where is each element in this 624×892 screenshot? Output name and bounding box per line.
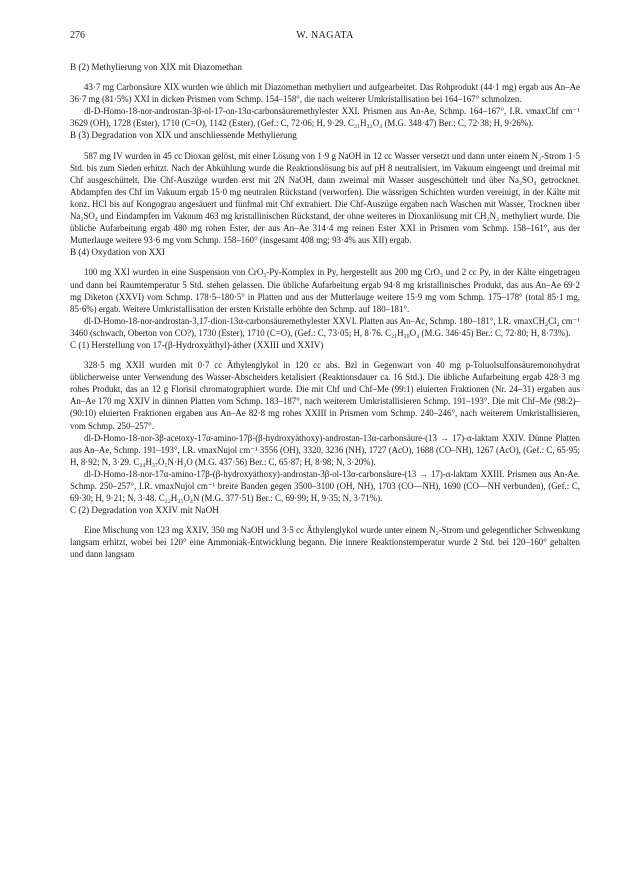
running-title: W. NAGATA: [296, 30, 354, 41]
section-heading: B (3) Degradation von XIX und anschliessende Methylierung: [70, 130, 297, 141]
section-heading: C (2) Degradation von XXIV mit NaOH: [70, 505, 219, 516]
paragraph: 587 mg IV wurden in 45 cc Dioxan gelöst, mit einer Lösung von 1·9 g NaOH in 12 cc Wasser versetzt und dann unter einem N₂-Strom 1·5 Std. bis zum Sieden erhitzt. Nach der Abkühlung wurde die Reaktionslösung bis auf pH 8 neutralisiert, im Vakuum eingeengt und dreimal mit Chf ausgeschüttelt. Die Chf-Auszüge wurden erst mit 2N NaOH, dann zweimal mit Wasser ausgeschüttelt und über Na₂SO₄ getrocknet. Abdampfen des Chf im Vakuum ergab 15·0 mg neutralen Rückstand (verworfen). Die wässrigen Schichten wurden vereinigt, in der Kälte mit konz. HCl bis auf Kongograu angesäuert und fünfmal mit Chf extrahiert. Die Chf-Auszüge ergaben nach Waschen mit Wasser, Trocknen über Na₂SO₄ und Eindampfen im Vakuum 463 mg kristallinischen Rückstand, der ohne weiteres in Dioxanlösung mit CH₂N₂ methyliert wurde. Die übliche Aufarbeitung ergab 480 mg rohen Ester, der aus An–Ae 314·4 mg reinen Ester XXI in Prismen vom Schmp. 158–161°, aus der Mutterlauge weitere 93·6 mg vom Schmp. 158–160° (insgesamt 408 mg; 93·4% aus XII) ergab.: [70, 150, 580, 246]
paper-page: [70, 30, 580, 561]
paragraph: 43·7 mg Carbonsäure XIX wurden wie üblich mit Diazomethan methyliert und aufgearbeitet. Das Rohprodukt (44·1 mg) ergab aus An–Ae 36·7 mg (81·5%) XXI in dicken Prismen vom Schmp. 154–158°, die nach weiterer Umkristallisation bei 164–167° schmolzen.: [70, 82, 580, 105]
paragraph: 100 mg XXI wurden in eine Suspension von CrO₃-Py-Komplex in Py, hergestellt aus 200 mg CrO₃ und 2 cc Py, in der Kälte eingetragen und dann bei Raumtemperatur 5 Std. stehen gelassen. Die übliche Aufarbeitung ergab 94·8 mg kristallinisches Produkt, das aus An–Ae 69·2 mg Diketon (XXVI) vom Schmp. 178·5–180·5° in Platten und aus der Mutterlauge weitere 15·9 mg vom Schmp. 175–178° (total 85·1 mg, 85·6%) ergab. Weitere Umkristallisation der ersten Kristalle erhöhte den Schmp. auf 180–181°.: [70, 267, 580, 314]
section-heading: C (1) Herstellung von 17-(β-Hydroxyäthyl)-äther (XXIII und XXIV): [70, 339, 324, 350]
section-heading: B (2) Methylierung von XIX mit Diazomethan: [70, 62, 242, 72]
section-b2: [70, 61, 580, 129]
paragraph: dl-D-Homo-18-nor-3β-acetoxy-17α-amino-17β-(β-hydroxyäthoxy)-androstan-13α-carbonsäure-(13 → 17)-α-laktam XXIV. Dünne Platten aus An–Ae, Schmp. 191–193°, I.R. νmaxNujol cm⁻¹ 3556 (OH), 3320, 3236 (NH), 1727 (AcO), 1688 (CO–NH), 1267 (AcO), (Gef.: C, 65·95; H, 8·92; N, 3·29. C₂₄H₃₇O₅N·H₂O (M.G. 437·56) Ber.: C, 65·87; H, 8·98; N, 3·20%).: [70, 432, 580, 467]
paragraph: dl-D-Homo-18-nor-androstan-3β-ol-17-on-13α-carbonsäuremethylester XXI. Prismen aus An-Ae, Schmp. 164–167°, I.R. νmaxChf cm⁻¹ 3629 (OH), 1728 (Ester), 1710 (C=O), 1142 (Ester), (Gef.: C, 72·06; H, 9·29. C₂₁H₃₂O₄ (M.G. 348·47) Ber.: C, 72·38; H, 9·26%).: [70, 106, 580, 129]
section-b3: [70, 129, 580, 246]
section-c1: [70, 339, 580, 504]
paragraph: 328·5 mg XXII wurden mit 0·7 cc Äthylenglykol in 120 cc abs. Bzl in Gegenwart von 40 mg p-Toluolsulfonsäuremonohydrat üblicherweise unter Verwendung des Wasser-Abscheiders ketalisiert (Reaktionsdauer ca. 16 Std.). Die übliche Aufarbeitung ergab 428·3 mg rohes Produkt, das an 12 g Florisil chromatographiert wurde. Die mit Chf und Chf–Me (99:1) eluierten Fraktionen (Nr. 24–31) ergaben aus An–Ae 170 mg XXIV in dünnen Platten vom Schmp. 183–187°, nach weiterem Umkristallisieren Schmp. 191–193°. Die mit Chf–Me (98:2)–(90:10) eluierten Fraktionen ergaben aus An–Ae 82·8 mg rohes XXIII in Prismen vom Schmp. 240–246°, nach weiterem Umkristallisieren, vom Schmp. 250–257°.: [70, 360, 580, 431]
section-c2: [70, 504, 580, 560]
paragraph: Eine Mischung von 123 mg XXIV, 350 mg NaOH und 3·5 cc Äthylenglykol wurde unter einem N₂-Strom und gelegentlicher Schwenkung langsam erhitzt, wobei bei 120° eine Ammoniak-Entwicklung begann. Die innere Reaktionstemperatur wurde 2 Std. bei 120–160° gehalten und dann langsam: [70, 525, 580, 560]
section-b4: [70, 246, 580, 339]
page-header: [70, 30, 580, 44]
paragraph: dl-D-Homo-18-nor-17α-amino-17β-(β-hydroxyäthoxy)-androstan-3β-ol-13α-carbonsäure-(13 → 17)-α-laktam XXIII. Prismen aus An-Ae. Schmp. 250–257°, I.R. νmaxNujol cm⁻¹ breite Banden gegen 3500–3100 (OH, NH), 1703 (CO—NH), 1690 (CO—NH verbunden), (Gef.: C, 69·30; H, 9·21; N, 3·48. C₂₂H₃₅O₄N (M.G. 377·51) Ber.: C, 69·99; H, 9·35; N, 3·71%).: [70, 468, 580, 504]
section-heading: B (4) Oxydation von XXI: [70, 247, 165, 258]
page-number: 276: [70, 30, 85, 41]
paragraph: dl-D-Homo-18-nor-androstan-3,17-dion-13α-carbonsäuremethylester XXVI. Platten aus An–Ac, Schmp. 180–181°, I.R. νmaxCH₂Cl₂ cm⁻¹ 3460 (schwach, Oberton von CO?), 1730 (Ester), 1710 (C=O), (Gef.: C, 73·05; H, 8·76. C₂₁H₃₀O₄ (M.G. 346·45) Ber.: C, 72·80; H, 8·73%).: [70, 315, 580, 338]
